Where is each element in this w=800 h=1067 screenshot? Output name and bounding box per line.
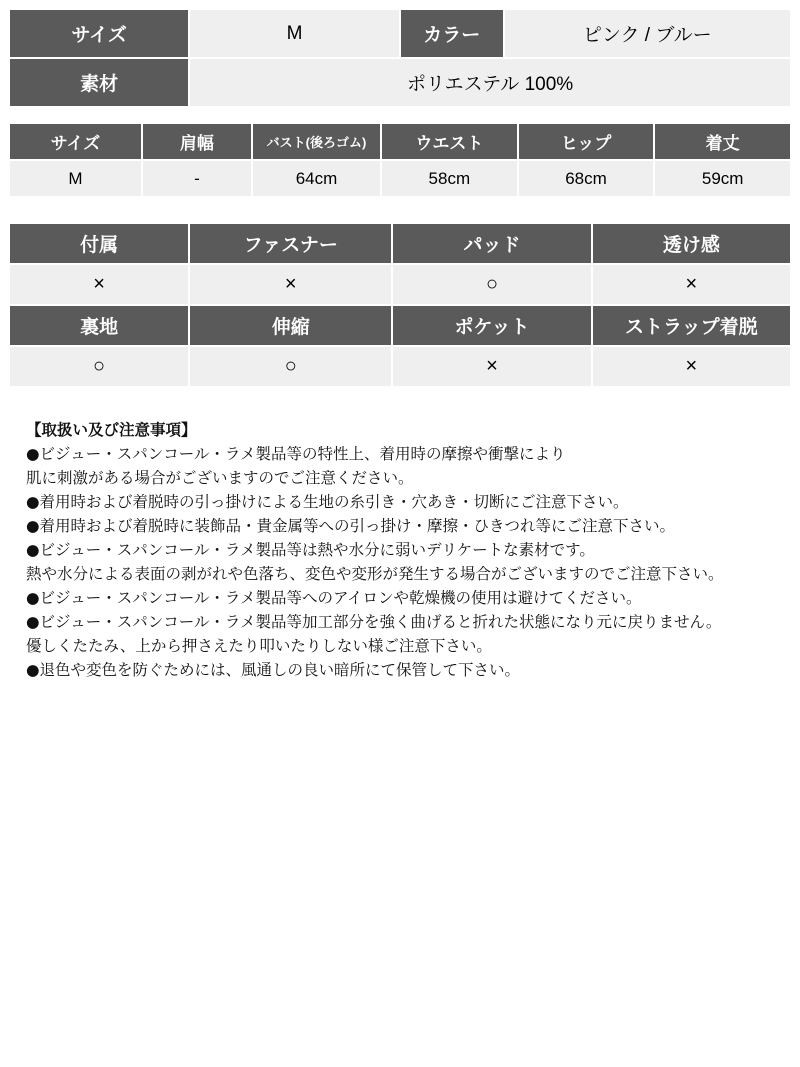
- measurement-value-hip: 68cm: [518, 160, 655, 197]
- basic-spec-header-material: 素材: [9, 58, 189, 107]
- table-row: [9, 9, 791, 58]
- feature-header-lining: 裏地: [9, 305, 189, 346]
- measurement-header-length: 着丈: [654, 123, 791, 160]
- care-note-line: 優しくたたみ、上から押さえたり叩いたりしない様ご注意下さい。: [26, 637, 492, 656]
- care-note-line: ●ビジュー・スパンコール・ラメ製品等は熱や水分に弱いデリケートな素材です。: [26, 541, 595, 560]
- table-header-row: [9, 305, 791, 346]
- care-notes: [8, 418, 792, 682]
- feature-header-strap-detachable: ストラップ着脱: [592, 305, 791, 346]
- table-row: [9, 58, 791, 107]
- care-note-line: ●退色や変色を防ぐためには、風通しの良い暗所にて保管して下さい。: [26, 661, 521, 680]
- table-header-row: [9, 123, 791, 160]
- measurement-value-length: 59cm: [654, 160, 791, 197]
- care-note-line: ●着用時および着脱時の引っ掛けによる生地の糸引き・穴あき・切断にご注意下さい。: [26, 493, 629, 512]
- care-note-line: ●ビジュー・スパンコール・ラメ製品等の特性上、着用時の摩擦や衝撃により: [26, 445, 566, 464]
- spacer: [8, 198, 792, 222]
- measurement-table: [8, 122, 792, 198]
- care-note-line: 肌に刺激がある場合がございますのでご注意ください。: [26, 469, 414, 488]
- care-note-line: 熱や水分による表面の剥がれや色落ち、変色や変形が発生する場合がございますのでご注意下さい。: [26, 565, 724, 584]
- basic-spec-value-size: M: [189, 9, 400, 58]
- feature-table: [8, 222, 792, 388]
- feature-value-pad: ○: [392, 264, 591, 305]
- table-row: [9, 346, 791, 387]
- measurement-header-shoulder: 肩幅: [142, 123, 252, 160]
- feature-header-sheerness: 透け感: [592, 223, 791, 264]
- feature-header-stretch: 伸縮: [189, 305, 392, 346]
- table-header-row: [9, 223, 791, 264]
- feature-value-sheerness: ×: [592, 264, 791, 305]
- feature-value-lining: ○: [9, 346, 189, 387]
- care-note-line: ●ビジュー・スパンコール・ラメ製品等加工部分を強く曲げると折れた状態になり元に戻りません。: [26, 613, 722, 632]
- measurement-header-waist: ウエスト: [381, 123, 518, 160]
- measurement-value-bust: 64cm: [252, 160, 381, 197]
- measurement-header-bust: バスト(後ろゴム): [252, 123, 381, 160]
- care-note-line: ●着用時および着脱時に装飾品・貴金属等への引っ掛け・摩擦・ひきつれ等にご注意下さい。: [26, 517, 676, 536]
- basic-spec-header-color: カラー: [400, 9, 504, 58]
- feature-value-pocket: ×: [392, 346, 591, 387]
- measurement-value-waist: 58cm: [381, 160, 518, 197]
- feature-value-zipper: ×: [189, 264, 392, 305]
- basic-spec-table: [8, 8, 792, 108]
- table-row: [9, 264, 791, 305]
- measurement-header-size: サイズ: [9, 123, 142, 160]
- feature-value-accessory: ×: [9, 264, 189, 305]
- care-notes-title: 【取扱い及び注意事項】: [26, 421, 197, 439]
- feature-header-zipper: ファスナー: [189, 223, 392, 264]
- measurement-header-hip: ヒップ: [518, 123, 655, 160]
- basic-spec-header-size: サイズ: [9, 9, 189, 58]
- basic-spec-value-material: ポリエステル 100%: [189, 58, 791, 107]
- feature-header-accessory: 付属: [9, 223, 189, 264]
- spacer: [8, 108, 792, 122]
- feature-value-stretch: ○: [189, 346, 392, 387]
- basic-spec-value-color: ピンク / ブルー: [504, 9, 791, 58]
- feature-header-pocket: ポケット: [392, 305, 591, 346]
- measurement-value-size: M: [9, 160, 142, 197]
- table-row: [9, 160, 791, 197]
- feature-header-pad: パッド: [392, 223, 591, 264]
- measurement-value-shoulder: -: [142, 160, 252, 197]
- feature-value-strap-detachable: ×: [592, 346, 791, 387]
- care-note-line: ●ビジュー・スパンコール・ラメ製品等へのアイロンや乾燥機の使用は避けてください。: [26, 589, 642, 608]
